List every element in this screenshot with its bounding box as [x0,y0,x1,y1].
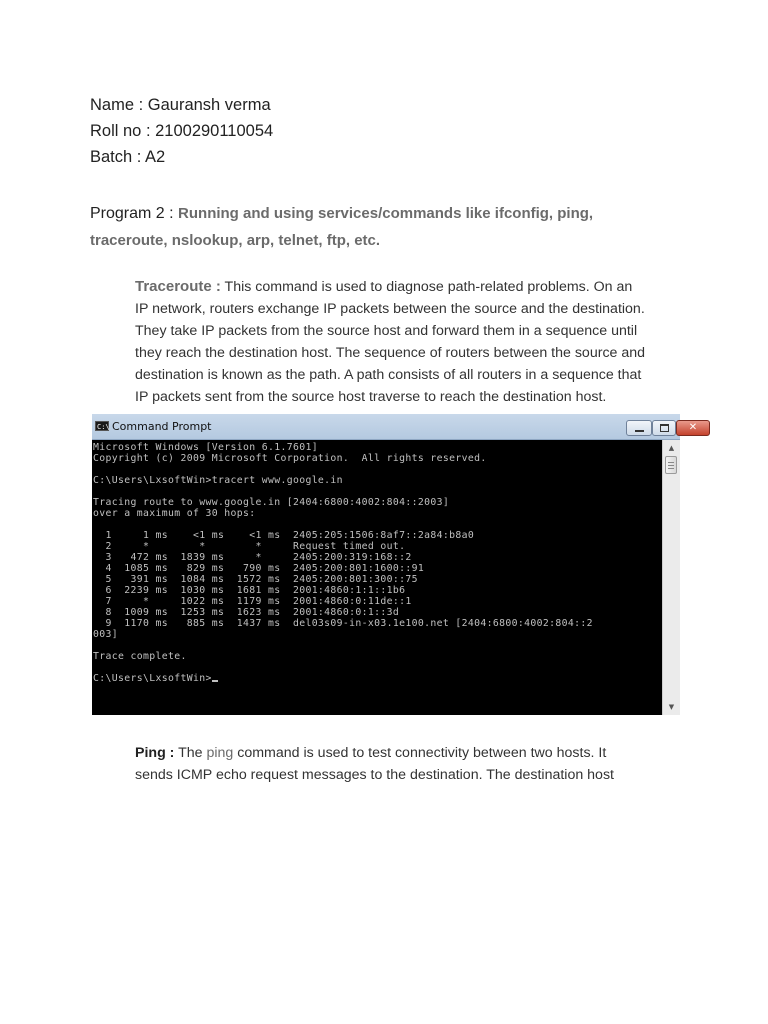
ping-text-before: The [174,745,207,761]
program-prefix: Program 2 : [90,205,179,222]
console-output [92,440,662,715]
console-line: 8 1009 ms 1253 ms 1623 ms 2001:4860:0:1::3d [93,607,400,618]
traceroute-paragraph [135,276,695,408]
window-titlebar [92,414,698,440]
grip-icon [668,462,674,463]
console-line: over a maximum of 30 hops: [93,508,256,519]
roll-number: Roll no : 2100290110054 [90,122,274,140]
student-name: Name : Gauransh verma [90,96,271,114]
grip-icon [668,465,674,466]
console-prompt: C:\Users\LxsoftWin> [93,673,212,684]
traceroute-line: they reach the destination host. The sequence of routers between the source and [135,345,646,361]
console-line: 4 1085 ms 829 ms 790 ms 2405:200:801:1600::91 [93,563,425,574]
minimize-icon [635,430,644,432]
console-line [93,486,662,497]
maximize-icon [660,424,669,432]
program-title-line2: traceroute, nslookup, arp, telnet, ftp, etc. [90,232,381,249]
traceroute-line: IP network, routers exchange IP packets between the source and the destination. [135,301,645,317]
program-heading [90,200,690,254]
scroll-down-icon[interactable]: ▼ [668,703,675,711]
program-title-line1: Running and using services/commands like ifconfig, ping, [178,205,594,222]
grip-icon [668,468,674,469]
close-button[interactable] [676,420,710,436]
traceroute-line: destination is known as the path. A path consists of all routers in a sequence that [135,367,642,383]
console-line [93,662,662,673]
console-line [93,519,662,530]
console-line: 003] [93,629,118,640]
console-line: 5 391 ms 1084 ms 1572 ms 2405:200:801:300::75 [93,574,418,585]
close-icon: ✕ [688,422,698,433]
console-line: Tracing route to www.google.in [2404:6800:4002:804::2003] [93,497,450,508]
ping-text-after: command is used to test connectivity between two hosts. It [233,745,607,761]
console-line [93,640,662,651]
scroll-up-icon[interactable]: ▲ [668,444,675,452]
traceroute-line: They take IP packets from the source host and forward them in a sequence until [135,323,638,339]
minimize-button[interactable] [626,420,652,436]
maximize-button[interactable] [652,420,676,436]
console-line: Copyright (c) 2009 Microsoft Corporation. All rights reserved. [93,453,487,464]
console-line: Microsoft Windows [Version 6.1.7601] [93,442,318,453]
ping-paragraph [135,742,695,786]
command-prompt-screenshot [92,414,698,715]
ping-command-word: ping [206,745,234,761]
console-line: C:\Users\LxsoftWin>tracert www.google.in [93,475,343,486]
traceroute-line: IP packets sent from the source host traverse to reach the destination host. [135,389,607,405]
traceroute-line: This command is used to diagnose path-related problems. On an [220,279,633,295]
console-line: 6 2239 ms 1030 ms 1681 ms 2001:4860:1:1::1b6 [93,585,406,596]
console-line: 9 1170 ms 885 ms 1437 ms del03s09-in-x03.1e100.net [2404:6800:4002:804::2 [93,618,593,629]
console-line: 7 * 1022 ms 1179 ms 2001:4860:0:11de::1 [93,596,412,607]
scroll-thumb[interactable] [665,456,677,474]
traceroute-term: Traceroute : [135,278,221,295]
batch: Batch : A2 [90,148,166,166]
console-line: 3 472 ms 1839 ms * 2405:200:319:168::2 [93,552,412,563]
console-prompt-line [93,673,662,684]
ping-line-2: sends ICMP echo request messages to the destination. The destination host [135,767,614,783]
window-title: Command Prompt [112,420,212,433]
cursor-icon [212,680,218,682]
ping-term: Ping : [135,745,175,761]
console-line: 2 * * * Request timed out. [93,541,406,552]
vertical-scrollbar[interactable] [662,440,680,715]
console-line: 1 1 ms <1 ms <1 ms 2405:205:1506:8af7::2a84:b8a0 [93,530,475,541]
console-line [93,464,662,475]
console-line: Trace complete. [93,651,187,662]
command-prompt-icon: C:\ [97,423,110,431]
